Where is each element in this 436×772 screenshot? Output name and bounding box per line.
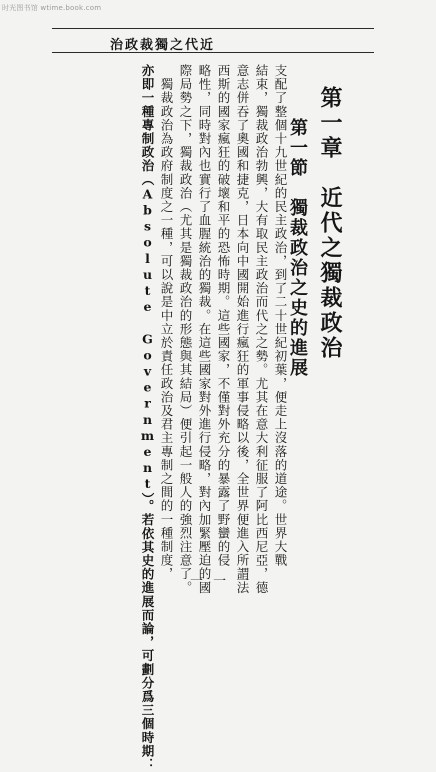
body-column: 西斯的國家瘋狂的破壞和平的恐怖時期。這些國家，不僅對外充分的暴露了野蠻的侵 (216, 64, 231, 568)
body-column: 獨裁政治為政府制度之一種，可以說是中立於責任政治及君主專制之間的一種制度， (159, 64, 174, 581)
running-title: 治政裁獨之代近 (110, 38, 216, 53)
header-rule-top (52, 28, 374, 29)
watermark: 时光图书馆 wtime.book.com (2, 4, 102, 12)
body-column: 意志併吞了奧國和捷克，日本向中國開始進行瘋狂的軍事侵略以後，全世界便進入所謂法 (235, 64, 250, 595)
chapter-title: 第一章 近代之獨裁政治 (317, 86, 343, 361)
body-column: 際局勢之下，獨裁政治（尤其是獨裁政治的形態與其結局）便引起一般人的強烈注意了。 (178, 64, 193, 595)
body-column: 結束，獨裁政治勃興，大有取民主政治而代之之勢。尤其在意大利征服了阿比西尼亞，德 (254, 64, 269, 595)
section-title: 第一節 獨裁政治之史的進展 (287, 118, 308, 378)
page-number: 一 一 一 (190, 574, 253, 589)
body-column: 支配了整個十九世紀的民主政治，到了二十世紀初葉，便走上沒落的道途。世界大戰 (273, 64, 288, 568)
body-column: 亦即一種專制政治（Absolute Government）。若依其史的進展而論，可劃分爲三個時期： (140, 64, 155, 772)
body-column: 略性，同時對內也實行了血腥統治的獨裁。在這些國家對外進行侵略，對內加緊壓迫的國 (197, 64, 212, 595)
